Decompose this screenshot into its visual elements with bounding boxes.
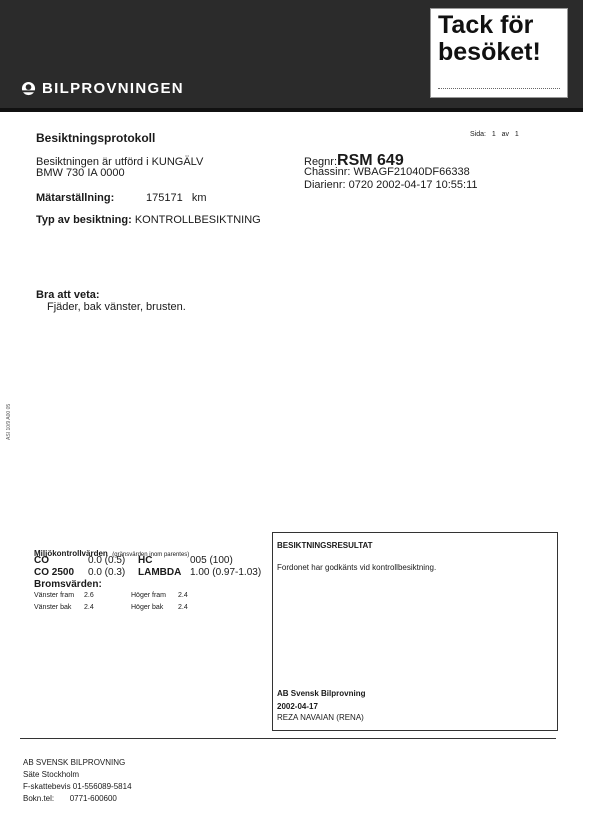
- environment-heading: Miljökontrollvärden: [34, 549, 108, 558]
- regnr-label: Regnr:: [304, 156, 338, 168]
- diary-label: Diarienr:: [304, 179, 346, 191]
- env-val-co2500: 0.0 (0.3): [88, 567, 126, 578]
- document-title: Besiktningsprotokoll: [36, 131, 156, 145]
- footer-phone-value: 0771-600600: [69, 794, 117, 803]
- odometer-value: 175171: [146, 192, 183, 204]
- env-key-co: CO: [34, 555, 49, 566]
- env-val-lambda: 1.00 (0.97-1.03): [190, 567, 262, 578]
- chassis-row: [304, 166, 470, 178]
- side-form-code: ASI 10/9 A00 05: [6, 403, 12, 440]
- thanks-title: Tack för besöket!: [438, 11, 541, 66]
- odometer-reading: [146, 192, 207, 204]
- location-line: Besiktningen är utförd i KUNGÄLV: [36, 156, 204, 168]
- odometer-unit: km: [191, 192, 207, 204]
- inspection-type-label: Typ av besiktning:: [36, 214, 132, 226]
- result-heading: BESIKTNINGSRESULTAT: [277, 541, 373, 550]
- odometer-label: Mätarställning:: [36, 192, 115, 204]
- env-val-hc: 005 (100): [190, 555, 233, 566]
- footer-tax-cert: F-skattebevis 01-556089-5814: [23, 782, 132, 791]
- result-inspector: REZA NAVAIAN (RENA): [277, 713, 364, 722]
- brake-val-right-front: 2.4: [178, 592, 188, 599]
- chassis-label: Chassinr:: [304, 166, 351, 178]
- footer-divider: [20, 738, 556, 739]
- inspection-type-value: KONTROLLBESIKTNING: [134, 214, 261, 226]
- brake-val-left-rear: 2.4: [84, 604, 94, 611]
- result-company: AB Svensk Bilprovning: [277, 689, 366, 698]
- vehicle-line: BMW 730 IA 0000: [36, 167, 125, 179]
- notes-heading: Bra att veta:: [36, 289, 100, 301]
- env-key-hc: HC: [138, 555, 153, 566]
- env-key-lambda: LAMBDA: [138, 567, 182, 578]
- brake-key-right-front: Höger fram: [131, 592, 167, 599]
- result-date: 2002-04-17: [277, 702, 318, 711]
- regnr-value: RSM 649: [337, 152, 404, 169]
- footer-seat: Säte Stockholm: [23, 770, 80, 779]
- brake-key-right-rear: Höger bak: [131, 604, 164, 611]
- env-key-co2500: CO 2500: [34, 567, 75, 578]
- brake-key-left-rear: Vänster bak: [34, 604, 72, 611]
- brand-mark-icon: [21, 81, 36, 96]
- footer-company: AB SVENSK BILPROVNING: [23, 758, 126, 767]
- notes-text: Fjäder, bak vänster, brusten.: [47, 301, 186, 313]
- brake-key-left-front: Vänster fram: [34, 592, 75, 599]
- brand-logo: [21, 80, 184, 97]
- page-of: av: [501, 131, 509, 138]
- page-indicator: [470, 131, 519, 138]
- inspection-type-row: [36, 214, 261, 226]
- result-text: Fordonet har godkänts vid kontrollbesiktning.: [277, 563, 437, 572]
- footer-phone-row: [23, 794, 117, 803]
- page-label: Sida:: [470, 131, 486, 138]
- chassis-value: WBAGF21040DF66338: [353, 166, 470, 178]
- page-number: 1: [491, 131, 496, 138]
- diary-row: [304, 179, 478, 191]
- env-val-co: 0.0 (0.5): [88, 555, 126, 566]
- environment-heading-note: (gränsvärden inom parentes): [112, 552, 190, 558]
- page-total: 1: [514, 131, 519, 138]
- stub-dotted-line: [438, 88, 560, 89]
- brake-val-left-front: 2.6: [84, 592, 94, 599]
- brand-name: BILPROVNINGEN: [42, 80, 184, 97]
- diary-value: 0720 2002-04-17 10:55:11: [348, 179, 478, 191]
- brakes-heading: Bromsvärden:: [34, 579, 102, 590]
- footer-phone-label: Bokn.tel:: [23, 794, 55, 803]
- brake-val-right-rear: 2.4: [178, 604, 188, 611]
- header-band-edge: [0, 108, 583, 112]
